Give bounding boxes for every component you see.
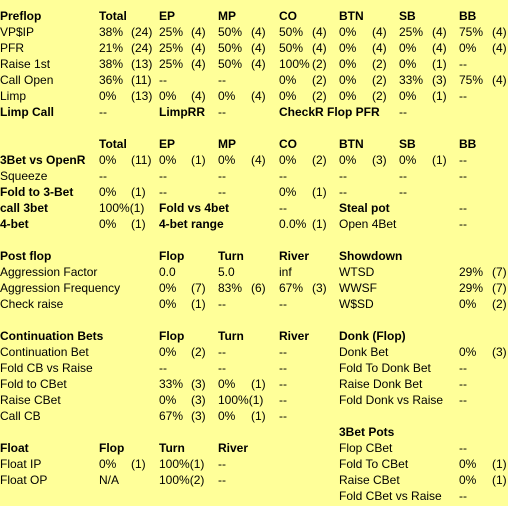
showdown-label: W$SD	[339, 297, 374, 311]
float-title: Float	[0, 441, 29, 455]
3bet-header-bb: BB	[459, 137, 477, 151]
preflop-sb-sample: (1)	[432, 57, 447, 71]
cbet-river-value: --	[279, 409, 287, 423]
checkr-flop-pfr-value: --	[399, 105, 407, 119]
3bet-header-sb: SB	[399, 137, 416, 151]
float-header-river: River	[218, 441, 249, 455]
preflop-row-label: Call Open	[0, 73, 54, 87]
preflop-btn-value: 0%	[339, 73, 357, 87]
preflop-ep-value: 25%	[159, 41, 184, 55]
header-co: CO	[279, 9, 297, 23]
preflop-co-value: 0%	[279, 89, 297, 103]
preflop-ep-sample: (4)	[191, 89, 206, 103]
header-bb: BB	[459, 9, 477, 23]
preflop-co-value: 50%	[279, 41, 304, 55]
call-3bet-label: call 3bet	[0, 201, 49, 215]
steal-pot-label: Steal pot	[339, 201, 390, 215]
postflop-flop-sample: (7)	[191, 281, 206, 295]
cbet-header-flop: Flop	[159, 329, 185, 343]
4bet-range-label: 4-bet range	[159, 217, 224, 231]
header-mp: MP	[218, 9, 236, 23]
threebet-pots-sample: (1)	[492, 473, 507, 487]
preflop-mp-sample: (4)	[251, 57, 266, 71]
postflop-title: Post flop	[0, 249, 52, 263]
threebet-total-value: --	[99, 169, 107, 183]
postflop-header-river: River	[279, 249, 310, 263]
postflop-flop-value: 0%	[159, 281, 177, 295]
preflop-sb-value: 0%	[399, 57, 417, 71]
preflop-total-value: 21%	[99, 41, 124, 55]
cbet-turn-value: --	[218, 361, 226, 375]
threebet-ep-sample: (1)	[191, 153, 206, 167]
preflop-mp-sample: (4)	[251, 25, 266, 39]
threebet-mp-sample: (4)	[251, 153, 266, 167]
cbet-turn-sample: (1)	[251, 409, 266, 423]
postflop-flop-value: 0.0	[159, 265, 176, 279]
threebet-pots-sample: (1)	[492, 457, 507, 471]
preflop-row-label: VP$IP	[0, 25, 35, 39]
limprr-value: --	[218, 105, 226, 119]
preflop-mp-value: 50%	[218, 41, 243, 55]
threebet-btn-value: --	[339, 185, 347, 199]
cbet-title: Continuation Bets	[0, 329, 104, 343]
steal-pot-value: --	[459, 201, 467, 215]
preflop-total-value: 36%	[99, 73, 124, 87]
preflop-ep-sample: (4)	[191, 25, 206, 39]
preflop-sb-value: 33%	[399, 73, 424, 87]
preflop-bb-value: 0%	[459, 41, 477, 55]
preflop-sb-value: 25%	[399, 25, 424, 39]
showdown-value: 0%	[459, 297, 477, 311]
threebet-pots-label: Flop CBet	[339, 441, 393, 455]
preflop-bb-sample: (4)	[492, 25, 507, 39]
preflop-total-sample: (24)	[131, 41, 153, 55]
preflop-ep-value: 25%	[159, 57, 184, 71]
cbet-flop-sample: (3)	[191, 377, 206, 391]
postflop-flop-value: 0%	[159, 297, 177, 311]
cbet-river-value: --	[279, 377, 287, 391]
float-river-value: --	[218, 457, 226, 471]
preflop-btn-sample: (4)	[372, 25, 387, 39]
threebet-sb-value: 0%	[399, 153, 417, 167]
threebet-pots-value: 0%	[459, 473, 477, 487]
postflop-turn-sample: (6)	[251, 281, 266, 295]
preflop-row-label: Limp	[0, 89, 27, 103]
threebet-total-value: 0%	[99, 153, 117, 167]
threebet-bb-value: --	[459, 169, 467, 183]
cbet-river-value: --	[279, 361, 287, 375]
3bet-pots-title: 3Bet Pots	[339, 425, 395, 439]
showdown-label: WTSD	[339, 265, 375, 279]
float-header-flop: Flop	[99, 441, 125, 455]
postflop-turn-value: 83%	[218, 281, 243, 295]
donk-label: Donk Bet	[339, 345, 389, 359]
postflop-header-flop: Flop	[159, 249, 185, 263]
preflop-mp-value: --	[218, 73, 226, 87]
preflop-total-sample: (13)	[131, 57, 153, 71]
cbet-river-value: --	[279, 345, 287, 359]
preflop-co-value: 50%	[279, 25, 304, 39]
checkr-flop-pfr-label: CheckR Flop PFR	[279, 105, 380, 119]
preflop-ep-sample: (4)	[191, 41, 206, 55]
postflop-header-turn: Turn	[218, 249, 244, 263]
float-flop-value: N/A	[99, 473, 120, 487]
3bet-header-total: Total	[99, 137, 127, 151]
cbet-row-label: Fold CB vs Raise	[0, 361, 93, 375]
preflop-total-value: 38%	[99, 25, 124, 39]
postflop-row-label: Aggression Frequency	[0, 281, 121, 295]
threebet-ep-value: 0%	[159, 153, 177, 167]
postflop-river-value: inf	[279, 265, 292, 279]
fold-vs-4bet-label: Fold vs 4bet	[159, 201, 230, 215]
postflop-turn-value: --	[218, 297, 226, 311]
float-flop-value: 0%	[99, 457, 117, 471]
preflop-btn-sample: (2)	[372, 89, 387, 103]
preflop-co-sample: (2)	[312, 89, 327, 103]
threebet-mp-value: --	[218, 185, 226, 199]
donk-label: Raise Donk Bet	[339, 377, 423, 391]
donk-title: Donk (Flop)	[339, 329, 406, 343]
cbet-flop-value: 0%	[159, 393, 177, 407]
threebet-co-sample: (1)	[312, 185, 327, 199]
preflop-co-sample: (2)	[312, 57, 327, 71]
threebet-row-label: Fold to 3-Bet	[0, 185, 74, 199]
showdown-sample: (7)	[492, 265, 507, 279]
preflop-mp-sample: (4)	[251, 41, 266, 55]
3bet-header-co: CO	[279, 137, 297, 151]
threebet-pots-value: 0%	[459, 457, 477, 471]
header-ep: EP	[159, 9, 176, 23]
donk-value: --	[459, 361, 467, 375]
threebet-row-label: 3Bet vs OpenR	[0, 153, 86, 167]
postflop-river-value: --	[279, 297, 287, 311]
3bet-header-ep: EP	[159, 137, 176, 151]
showdown-title: Showdown	[339, 249, 403, 263]
cbet-river-value: --	[279, 393, 287, 407]
preflop-total-sample: (11)	[131, 73, 152, 87]
donk-sample: (3)	[492, 345, 507, 359]
preflop-ep-value: 0%	[159, 89, 177, 103]
preflop-total-sample: (24)	[131, 25, 153, 39]
preflop-sb-sample: (3)	[432, 73, 447, 87]
preflop-btn-sample: (2)	[372, 57, 387, 71]
preflop-co-value: 100%	[279, 57, 310, 71]
float-row-label: Float OP	[0, 473, 48, 487]
showdown-label: WWSF	[339, 281, 377, 295]
threebet-mp-value: 0%	[218, 153, 236, 167]
threebet-pots-label: Raise CBet	[339, 473, 400, 487]
cbet-turn-value: 100%(1)	[218, 393, 264, 407]
threebet-btn-sample: (3)	[372, 153, 387, 167]
header-total: Total	[99, 9, 127, 23]
threebet-sb-value: --	[399, 169, 407, 183]
cbet-turn-value: 0%	[218, 377, 236, 391]
preflop-sb-value: 0%	[399, 89, 417, 103]
showdown-sample: (7)	[492, 281, 507, 295]
threebet-co-value: 0%	[279, 153, 297, 167]
postflop-row-label: Aggression Factor	[0, 265, 98, 279]
postflop-turn-value: 5.0	[218, 265, 235, 279]
preflop-title: Preflop	[0, 9, 42, 23]
float-river-value: --	[218, 473, 226, 487]
cbet-row-label: Continuation Bet	[0, 345, 89, 359]
4bet-sample: (1)	[131, 217, 146, 231]
postflop-flop-sample: (1)	[191, 297, 206, 311]
float-turn-value: 100%(2)	[159, 473, 205, 487]
threebet-co-sample: (2)	[312, 153, 327, 167]
threebet-row-label: Squeeze	[0, 169, 48, 183]
threebet-sb-sample: (1)	[432, 153, 447, 167]
preflop-row-label: PFR	[0, 41, 24, 55]
cbet-header-river: River	[279, 329, 310, 343]
postflop-row-label: Check raise	[0, 297, 64, 311]
preflop-sb-sample: (4)	[432, 41, 447, 55]
float-turn-value: 100%(1)	[159, 457, 205, 471]
cbet-flop-value: 33%	[159, 377, 184, 391]
preflop-bb-sample: (4)	[492, 73, 507, 87]
float-flop-sample: (1)	[131, 457, 146, 471]
donk-label: Fold To Donk Bet	[339, 361, 431, 375]
float-header-turn: Turn	[159, 441, 185, 455]
threebet-btn-value: 0%	[339, 153, 357, 167]
threebet-bb-value: --	[459, 153, 467, 167]
threebet-btn-value: --	[339, 169, 347, 183]
donk-value: --	[459, 393, 467, 407]
preflop-btn-sample: (4)	[372, 41, 387, 55]
limp-call-value: --	[99, 105, 107, 119]
call-3bet-value: 100%(1)	[99, 201, 145, 215]
3bet-header-btn: BTN	[339, 137, 364, 151]
donk-value: --	[459, 377, 467, 391]
preflop-total-sample: (13)	[131, 89, 153, 103]
postflop-river-value: 67%	[279, 281, 304, 295]
threebet-pots-value: --	[459, 441, 467, 455]
preflop-btn-value: 0%	[339, 25, 357, 39]
preflop-mp-value: 50%	[218, 25, 243, 39]
preflop-btn-value: 0%	[339, 57, 357, 71]
preflop-btn-value: 0%	[339, 89, 357, 103]
4bet-range-value: 0.0%	[279, 217, 307, 231]
preflop-ep-value: 25%	[159, 25, 184, 39]
open-4bet-label: Open 4Bet	[339, 217, 397, 231]
4bet-range-sample: (1)	[312, 217, 327, 231]
threebet-ep-value: --	[159, 169, 167, 183]
cbet-turn-sample: (1)	[251, 377, 266, 391]
preflop-mp-value: 0%	[218, 89, 236, 103]
threebet-total-sample: (11)	[131, 153, 152, 167]
cbet-header-turn: Turn	[218, 329, 244, 343]
cbet-flop-sample: (3)	[191, 409, 206, 423]
fold-vs-4bet-value: --	[279, 201, 287, 215]
cbet-flop-value: 67%	[159, 409, 184, 423]
cbet-row-label: Fold to CBet	[0, 377, 67, 391]
threebet-total-sample: (1)	[131, 185, 146, 199]
cbet-row-label: Raise CBet	[0, 393, 61, 407]
threebet-pots-label: Fold To CBet	[339, 457, 409, 471]
preflop-co-sample: (4)	[312, 41, 327, 55]
preflop-co-sample: (4)	[312, 25, 327, 39]
showdown-sample: (2)	[492, 297, 507, 311]
3bet-header-mp: MP	[218, 137, 236, 151]
preflop-sb-sample: (1)	[432, 89, 447, 103]
preflop-ep-value: --	[159, 73, 167, 87]
threebet-co-value: --	[279, 169, 287, 183]
cbet-flop-value: 0%	[159, 345, 177, 359]
preflop-btn-sample: (2)	[372, 73, 387, 87]
donk-label: Fold Donk vs Raise	[339, 393, 444, 407]
preflop-bb-value: 75%	[459, 25, 484, 39]
preflop-sb-sample: (4)	[432, 25, 447, 39]
preflop-btn-value: 0%	[339, 41, 357, 55]
preflop-total-value: 0%	[99, 89, 117, 103]
header-btn: BTN	[339, 9, 364, 23]
preflop-bb-value: --	[459, 57, 467, 71]
preflop-row-label: Raise 1st	[0, 57, 51, 71]
showdown-value: 29%	[459, 265, 484, 279]
preflop-co-sample: (2)	[312, 73, 327, 87]
cbet-flop-sample: (3)	[191, 393, 206, 407]
threebet-co-value: 0%	[279, 185, 297, 199]
preflop-ep-sample: (4)	[191, 57, 206, 71]
preflop-bb-value: 75%	[459, 73, 484, 87]
preflop-bb-sample: (4)	[492, 41, 507, 55]
open-4bet-value: --	[459, 217, 467, 231]
header-sb: SB	[399, 9, 416, 23]
preflop-sb-value: 0%	[399, 41, 417, 55]
threebet-ep-value: --	[159, 185, 167, 199]
cbet-flop-value: --	[159, 361, 167, 375]
limprr-label: LimpRR	[159, 105, 205, 119]
threebet-mp-value: --	[218, 169, 226, 183]
preflop-mp-value: 50%	[218, 57, 243, 71]
4bet-value: 0%	[99, 217, 117, 231]
cbet-row-label: Call CB	[0, 409, 41, 423]
preflop-co-value: 0%	[279, 73, 297, 87]
threebet-sb-value: --	[399, 185, 407, 199]
threebet-pots-label: Fold CBet vs Raise	[339, 489, 442, 503]
showdown-value: 29%	[459, 281, 484, 295]
preflop-mp-sample: (4)	[251, 89, 266, 103]
cbet-turn-value: 0%	[218, 409, 236, 423]
threebet-pots-value: --	[459, 489, 467, 503]
preflop-total-value: 38%	[99, 57, 124, 71]
limp-call-label: Limp Call	[0, 105, 55, 119]
threebet-total-value: 0%	[99, 185, 117, 199]
cbet-flop-sample: (2)	[191, 345, 206, 359]
preflop-bb-value: --	[459, 89, 467, 103]
cbet-turn-value: --	[218, 345, 226, 359]
float-row-label: Float IP	[0, 457, 42, 471]
donk-value: 0%	[459, 345, 477, 359]
postflop-river-sample: (3)	[312, 281, 327, 295]
4bet-label: 4-bet	[0, 217, 29, 231]
